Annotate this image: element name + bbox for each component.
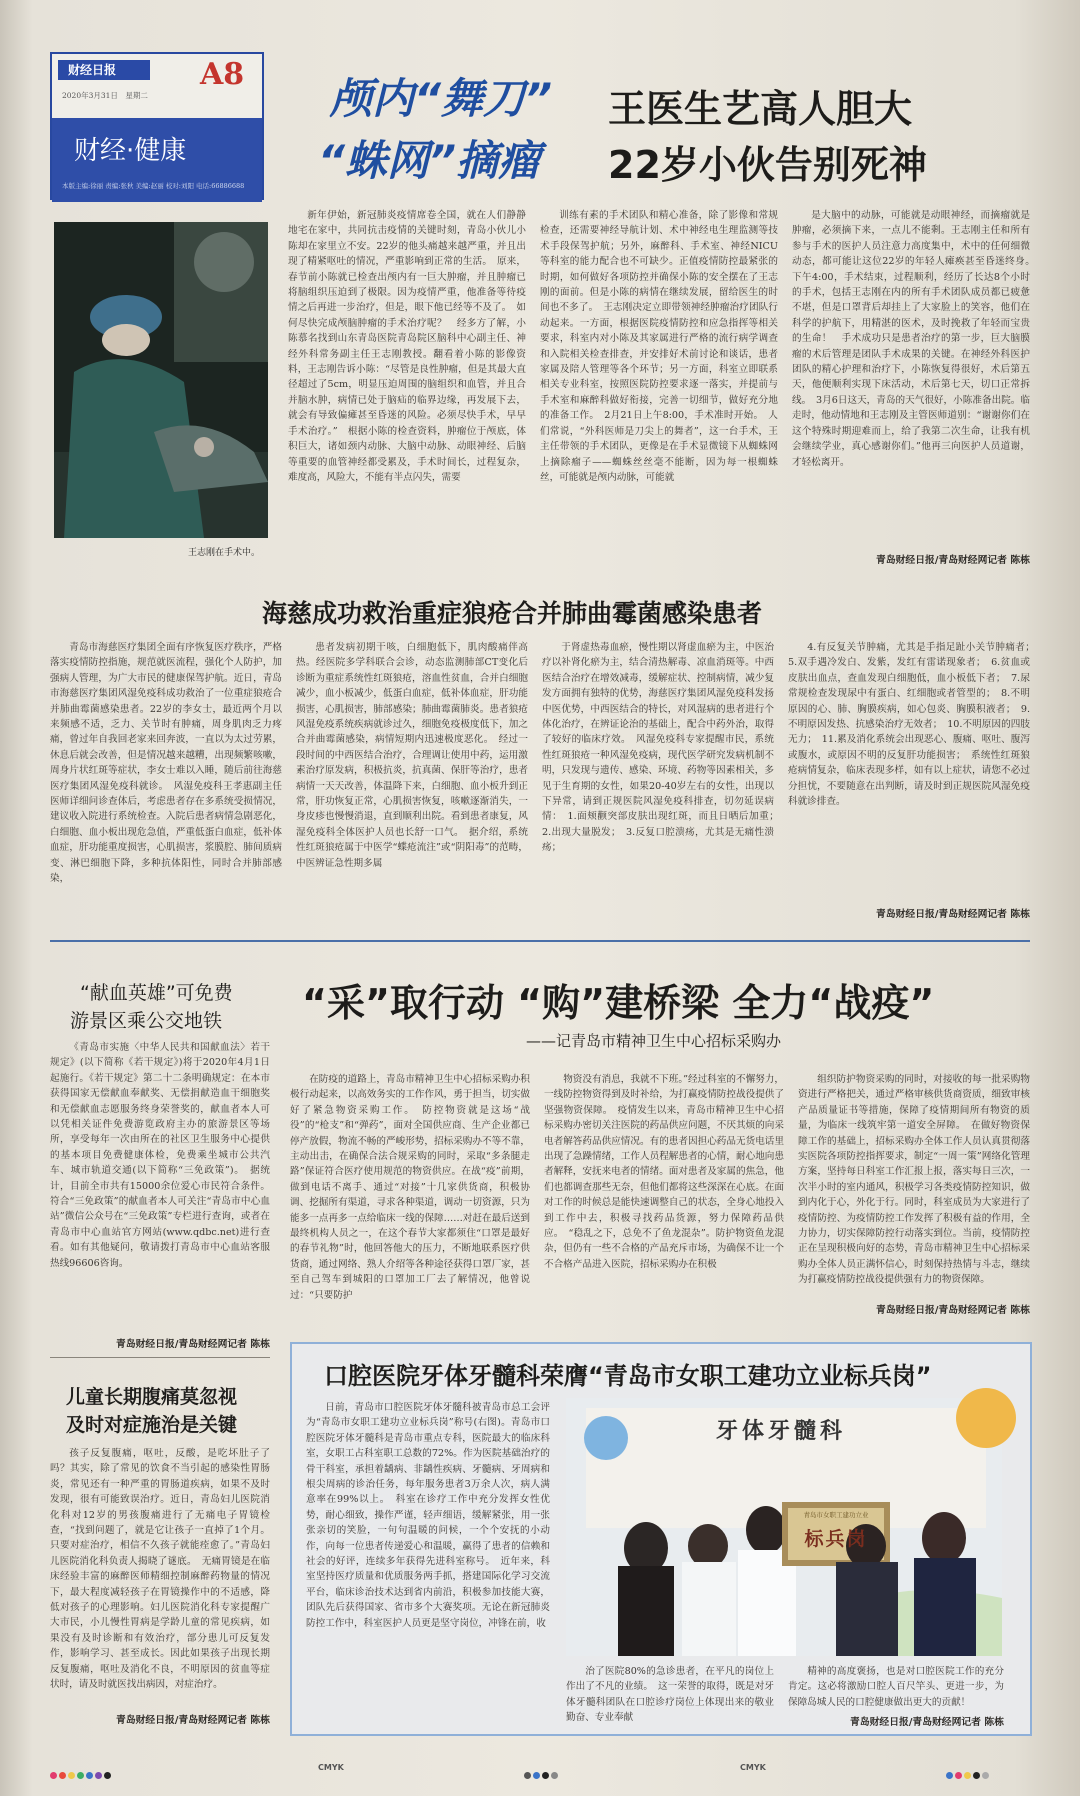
story3-byline: 青岛财经日报/青岛财经网记者 陈栋	[116, 1339, 270, 1350]
story3-body	[50, 1040, 270, 1330]
color-bar-center	[524, 1764, 560, 1783]
story6-column-3	[788, 1664, 1004, 1712]
story6-col1-text: 日前，青岛市口腔医院牙体牙髓科被青岛市总工会评为“青岛市女职工建功立业标兵岗”称号(右图)。青岛市口腔医院牙体牙髓科是青岛市重点专科，医院最大的临床科室，女职工占科室职工总数的72%。作为医院基础治疗的骨干科室，承担着龋病、非龋性疾病、牙髓病、牙周病和根尖周病的诊治任务，每年服务患者3万余人次，病人满意率在99%以上。 科室在诊疗工作中充分发挥女性优势，耐心细致，操作严谨，轻声细语，缓解紧张，用一张张亲切的笑脸，一句句温暖的问候，一个个安抚的小动作，向每一位患者传递爱心和温暖，赢得了患者的信赖和社会的好评，连续多年获得先进科室称号。 近年来，科室坚持医疗质量和优质服务两手抓，搭建国际化学习交流平台，临床诊治技术达到省内前沿，积极参加技能大赛，团队先后获得国家、省市多个大赛奖项。无论在新冠肺炎防控工作中，科室医护人员更是坚守岗位，冲锋在前，收	[306, 1402, 550, 1629]
color-bar-left	[50, 1764, 113, 1783]
paper-name: 财经日报	[58, 60, 150, 80]
story6-col3-text: 精神的高度褒扬，也是对口腔医院工作的充分肯定。这必将激励口腔人百尺竿头、更进一步，为保障岛城人民的口腔健康做出更大的贡献！	[788, 1666, 1004, 1708]
story2-col3-text: 于肾虚热毒血瘀，慢性期以肾虚血瘀为主，中医治疗以补肾化瘀为主，结合清热解毒、凉血消斑等。中西医结合治疗在增效减毒，缓解症状、控制病情，减少复发方面拥有独特的优势，海慈医疗集团风湿免疫科发扬中医优势，中西医结合的特长，对风湿病的患者进行个体化治疗，在辨证论治的基础上，配合中药外治，取得了较好的临床疗效。 风湿免疫科专家提醒市民，系统性红斑狼疮一种风湿免疫病，现代医学研究发病机制不明，只发现与遗传、感染、环境、药物等因素相关，多见于生育期的女性，如果20-40岁左右的女性，出现以下异常，请到正规医院风湿免疫科排查，切勿延误病情： 1.面颊颧突部皮肤出现红斑，而且日晒后加重； 2.出现大量脱发； 3.反复口腔溃疡，尤其是无痛性溃疡；	[542, 642, 784, 854]
story1-col1-text: 新年伊始，新冠肺炎疫情席卷全国，就在人们静静地宅在家中，共同抗击疫情的关键时刻，青岛小伙儿小陈却在家里立不安。22岁的他头痛越来越严重，并且出现了精紧呕吐的情况，严重影响到正常的生活。 原来，春节前小陈就已检查出颅内有一巨大肿瘤，并且肿瘤已将脑组织压迫到了极限。因为疫情严重，他准备等待疫情之后再进一步治疗，但是，眼下他已经等不及了。 如何尽快完成颅脑肿瘤的手术治疗呢？ 经多方了解，小陈慕名找到山东青岛医院青岛院区脑科中心副主任、神经外科常务副主任王志刚教授。翻看着小陈的影像资料，王志刚告诉小陈：“尽管是良性肿瘤，但是其最大直径超过了5cm，明显压迫周围的脑组织和血管，并且合并脑水肿，病情已处于脑疝的临界边缘，再发展下去，就会有导致偏瘫甚至昏迷的风险。必须尽快手术，早早手术治疗。” 根据小陈的检查资料，肿瘤位于颅底，体积巨大，诸如颈内动脉、大脑中动脉、动眼神经、后脑等重要的血管神经都受累及，手术时间长，过程复杂，难度高，风险大，不能有半点闪失，需要	[288, 210, 526, 483]
story3-headline-1: “献血英雄”可免费	[80, 982, 233, 1004]
story3-headline-2: 游景区乘公交地铁	[70, 1010, 223, 1032]
banner-text: 牙体牙髓科	[716, 1419, 847, 1444]
story5-headline: “采”取行动 “购”建桥梁 全力“战疫”	[302, 981, 935, 1025]
story1-column-2	[540, 208, 778, 570]
cmyk-mark-right: CMYK	[740, 1763, 766, 1772]
story5-col3-text: 组织防护物资采购的同时，对接收的每一批采购物资进行严格把关，通过严格审核供货商资质，细致审核产品质量证书等措施，保障了疫情期间所有物资的质量，为临床一线筑牢第一道安全屏障。 在做好物资保障工作的基础上，招标采购办全体工作人员认真贯彻落实医院各项防控指挥要求，制定“一周一策”网络化管理方案，坚持每日科室工作汇报上报，落实每日三次，一次半小时的室内通风，积极学习各类疫情防控知识，做到内化于心，外化于行。同时，科室成员为大家进行了疫情防控、为疫情防控工作发挥了积极有益的作用，全力协力，切实保障防控行动落实到位。当前，疫情防控正在呈现积极向好的态势，青岛市精神卫生中心招标采购办全体人员正满怀信心，时刻保持热情与斗志，继续为打赢疫情防控战役提供强有力的物资保障。	[798, 1074, 1030, 1286]
story4-text: 孩子反复腹痛，呕吐，反酸，是吃坏肚子了吗？其实，除了常见的饮食不当引起的感染性胃肠炎，常见还有一种严重的胃肠道疾病，如果不及时发现，很有可能致误治疗。近日，青岛妇儿医院消化科对12岁的男孩腹痛进行了无痛电子胃镜检查，“找到问题了，就是它让孩子一直掉了1个月。只要对症治疗，相信不久孩子就能痊愈了。”青岛妇儿医院消化科负责人揭晓了谜底。 无痛胃镜是在临床经验丰富的麻醉医师精细控制麻醉药物量的情况下，最大程度减轻孩子在胃镜操作中的不适感，降低对孩子的心理影响。妇儿医院消化科专家提醒广大市民，小儿慢性胃病是学龄儿童的常见疾病，如果没有及时诊断和有效治疗，部分患儿可反复发作，影响学习、甚至成长。因此如果孩子出现长期反复腹痛，呕吐及消化不良，不明原因的贫血等症状时，请及时就医找出病因，对症治疗。	[50, 1448, 270, 1691]
plaque-title: 标兵岗	[804, 1528, 868, 1550]
story1-headline-right-1: 王医生艺高人胆大	[608, 87, 913, 131]
story2-col1-text: 青岛市海慈医疗集团全面有序恢复医疗秩序，严格落实疫情防控指施，规范就医流程，强化个人防护，加强病人管理，为广大市民的健康保驾护航。近日，青岛市海慈医疗集团风湿免疫科成功救治了一位重症狼疮合并肺曲霉菌感染患者。22岁的李女士，最近两个月以来频感不适，乏力、关节时有肿痛，周身肌肉乏力疼痛，曾过年自我回老家来回奔波，一直以为太过劳累，休息后就会改善，但是情况越来越糟，出现频繁咳嗽，周身片状红斑等症状，李女士难以入睡，随后前往海慈医疗集团风湿免疫科就诊。 风湿免疫科王孝惠副主任医师详细问诊查体后，考虑患者存在多系统受损情况，建议收入院进行系统检查。入院后患者病情急剧恶化，白细胞、血小板出现危急值，严重低蛋白血症，低补体血症，肝功能重度损害，心肌损害，浆膜腔、肺间质病变、淋巴细胞下降，多种抗体阳性，同时合并肺部感染，	[50, 642, 282, 885]
story5-column-2	[544, 1072, 784, 1320]
sidebar-divider	[50, 1357, 270, 1358]
story2-column-2	[296, 640, 528, 928]
story2-column-3	[542, 640, 784, 928]
story1-headline-left-2: “蛛网”摘瘤	[318, 136, 541, 185]
plaque-org: 青岛市女职工建功立业	[803, 1511, 869, 1519]
photo-caption: 王志刚在手术中。	[188, 548, 261, 558]
story1-byline: 青岛财经日报/青岛财经网记者 陈栋	[876, 555, 1030, 566]
story1-column-1	[288, 208, 526, 570]
story6-column-1	[306, 1400, 550, 1726]
story6-col2-text: 治了医院80%的急诊患者，在平凡的岗位上作出了不凡的业绩。 这一荣誉的取得，既是对牙体牙髓科团队在口腔诊疗岗位上体现出来的敬业勤奋、专业奉献	[566, 1666, 774, 1724]
story3-text: 《青岛市实施〈中华人民共和国献血法〉若干规定》(以下简称《若干规定》)将于2020年4月1日起施行。《若干规定》第二十二条明确规定：在本市获得国家无偿献血奉献奖、无偿捐献造血干细胞奖和无偿献血志愿服务终身荣誉奖的，献血者本人可以凭相关证件免费游览政府主办的旅游景区等场所，享受每年一次由所在的社区卫生服务中心提供的基本项目免费健康体检，免费乘坐城市公共汽车、城市轨道交通(以下简称“三免政策”)。 据统计，目前全市共有15000余位爱心市民符合条件。符合“三免政策”的献血者本人可关注“青岛市中心血站”微信公众号在“三免政策”专栏进行查询，或者在青岛市中心血站官方网站(www.qdbc.net)进行查看。如有其他疑问，敬请拨打青岛市中心血站客服热线96606咨询。	[50, 1042, 270, 1269]
story1-col3-text: 是大脑中的动脉，可能就是动眼神经，而摘瘤就是肿瘤，必须摘下来，一点儿不能剩。王志刚主任和所有参与手术的医护人员注意力高度集中，术中的任何细微动态，都可能让这位22岁的年轻人瘫痪甚至昏迷终身。 下午4:00，手术结束，过程顺利，经历了长达8个小时的手术，包括王志刚在内的所有手术团队成员都已疲惫不堪，但是口罩背后却挂上了大家脸上的笑容，他们在科学的护航下，用精湛的医术，及时挽救了年轻而宝贵的生命！ 手术成功只是患者治疗的第一步，巨大脑膜瘤的术后管理是团队手术成果的关键。在神经外科医护团队的精心护理和治疗下，小陈恢复得很好，术后第五天，他便顺利实现下床活动，术后第七天，切口正常拆线。 3月6日这天，青岛的天气很好，小陈准备出院。临走时，他动情地和王志刚及主管医师道别：“谢谢你们在这个特殊时期迎难而上，给了我第二次生命，让我有机会继续学业，真心感谢你们。”他再三向医护人员道谢，才轻松离开。	[792, 210, 1040, 468]
story1-headline-left-1: 颅内“舞刀”	[330, 74, 553, 123]
date-line: 2020年3月31日 星期二	[62, 91, 148, 100]
story1-column-3	[792, 208, 1040, 546]
story2-column-1	[50, 640, 282, 928]
story1-col2-text: 训练有素的手术团队和精心准备，除了影像和常规检查，还需要神经导航计划、术中神经电生理监测等技术手段保驾护航；另外，麻醉科、手术室、神经NICU等科室的能力配合也不可缺少。正值疫情防控最紧张的时期，如何做好各项防控并确保小陈的安全摆在了王志刚的面前。但是小陈的病情在继续发展，留给医生的时间也不多了。 王志刚决定立即带领神经肿瘤治疗团队行动起来。一方面，根据医院疫情防控和应急指挥等相关要求，科室内对小陈及其家属进行严格的流行病学调查和入院相关检查排查，并安排好术前讨论和谈话，患者家属及陪人管理等各个环节；另一方面，科室立即联系相关专业科室，按照医院防控要求逐一落实，并提前与手术室和麻醉科做好衔接，完善一切细节，做好充分地的准备工作。 2月21日上午8:00，手术准时开始。 人们常说，“外科医师是刀尖上的舞者”，这一台手术，王主任带领的手术团队，更像是在手术显微镜下从蜘蛛网上摘除瘤子——蜘蛛丝丝毫不能断，因为每一根蜘蛛丝，可能就是颅内动脉，可能就	[540, 210, 778, 483]
section-band	[52, 118, 262, 202]
story4-headline-1: 儿童长期腹痛莫忽视	[66, 1386, 238, 1408]
cmyk-mark-left: CMYK	[318, 1763, 344, 1772]
color-bar-right	[946, 1764, 991, 1783]
story4-headline-2: 及时对症施治是关键	[66, 1414, 238, 1436]
story5-column-1	[290, 1072, 530, 1320]
story2-col2-text: 患者发病初期干咳，白细胞低下，肌肉酸痛伴高热。经医院多学科联合会诊，动态监测肺部CT变化后诊断为重症系统性红斑狼疮，溶血性贫血，合并白细胞减少，血小板减少，低蛋白血症，低补体血症，肝功能损害，心肌损害，肺部感染；肺曲霉菌肺炎。患者狼疮风湿免疫系统疾病就诊过久，细胞免疫极度低下，加之合并曲霉菌感染，病情短期内迅速极度恶化。 经过一段时间的中西医结合治疗，合理调让使用中药，运用激素治疗原发病，积极抗炎，抗真菌、保肝等治疗，患者病情一天天改善，体温降下来，白细胞、血小板升到正常，肝功恢复正常，心肌损害恢复，咳嗽逐渐消失，一身皮疹也慢慢消退，直到顺利出院。看到患者康复，风湿免疫科全体医护人员也长舒一口气。 据介绍，系统性红斑狼疮属于中医学“蝶疮流注”或“阴阳毒”的范畴，中医辨证急性期多属	[296, 642, 528, 869]
story2-headline: 海慈成功救治重症狼疮合并肺曲霉菌感染患者	[262, 599, 763, 628]
story5-col1-text: 在防疫的道路上，青岛市精神卫生中心招标采购办积极行动起来，以高效务实的工作作风，勇于担当，切实做好了紧急物资采购工作。 防控物资就是这场“战役”的“枪支”和“弹药”，面对全国供应商、生产企业都已停产放假，物流不畅的严峻形势，招标采购办不等不靠，主动出击，在确保合法合规采购的同时，采取“多条腿走路”保证符合医疗使用规范的物资供应。在战“疫”前期，做到电话不离手、通过“对接”十几家供货商，积极协调、挖掘所有渠道，寻求各种渠道，调动一切资源，只为能多一点再多一点给临床一线的保障……对赶在最后送到最终机构人员之一，在这个春节大家都须住“口罩是最好的春节礼物”时，他回答他大的压力，不断地联系医疗供货商，通过网络、熟人介绍等各种途径获得口罩厂家，甚至自己驾车到城阳的口罩加工厂去了解情况，他曾说过：“只要防护	[290, 1074, 530, 1301]
story4-byline: 青岛财经日报/青岛财经网记者 陈栋	[116, 1715, 270, 1726]
story6-column-2	[566, 1664, 774, 1730]
page-number: A8	[200, 57, 245, 92]
editor-line: 本版主编:徐丽 责编:张秋 美编:赵丽 校对:刘阳 电话:66886688	[62, 182, 245, 190]
story1-headline-right-2: 22岁小伙告别死神	[608, 143, 927, 187]
story6-headline: 口腔医院牙体牙髓科荣膺“青岛市女职工建功立业标兵岗”	[324, 1362, 932, 1390]
story2-byline: 青岛财经日报/青岛财经网记者 陈栋	[876, 909, 1030, 920]
story2-col4-text: 4.有反复关节肿痛，尤其是手指足趾小关节肿痛者； 5.双手遇冷发白、发紫，发红有雷诺现象者； 6.贫血或皮肤出血点，查血发现白细胞低，血小板低下者； 7.尿常规检查发现尿中有蛋白、红细胞或者管型的； 8.不明原因的心、肺、胸膜疾病，如心包炎、胸膜积液者； 9.不明原因发热、抗感染治疗无效者； 10.不明原因的四肢无力； 11.累及消化系统会出现恶心、腹痛、呕吐、腹泻或腹水，或原因不明的反复肝功能损害； 系统性红斑狼疮病情复杂，临床表现多样，如有以上症状，请您不必过分担忧，不要随意在出判断，请及时到正规医院风湿免疫科就诊排查。	[788, 642, 1040, 808]
masthead	[50, 52, 264, 200]
story5-byline: 青岛财经日报/青岛财经网记者 陈栋	[876, 1305, 1030, 1316]
section-title: 财经·健康	[74, 136, 187, 166]
story5-col2-text: 物资没有消息，我就不下班。”经过科室的不懈努力，一线防控物资得到及时补给，为打赢疫情防控战役提供了坚强物资保障。 疫情发生以来，青岛市精神卫生中心招标采购办密切关注医院的药品供应问题，不厌其烦的向采电者解答药品供应情况。有的患者因担心药品无货电话里出现了急躁情绪，工作人员程解患者的心情，耐心地向患者解释，安抚来电者的情绪。面对患者及家属的焦急，他们也都调查那些无奈，但他们都将这些深深在心底。在面对工作的时候总是能快速调整自己的状态，全身心地投入到工作中去，积极寻找药品货源，努力保障药品供应。 “稳乱之下，总免不了鱼龙混杂”。防护物资鱼龙混杂，但仍有一些不合格的产品充斥市场，为确保不让一个不合格产品进入医院，招标采购办在积极	[544, 1074, 784, 1270]
story5-subheadline: ——记青岛市精神卫生中心招标采购办	[526, 1032, 782, 1050]
story2-column-4	[788, 640, 1040, 902]
section-rule	[50, 940, 1030, 942]
surgery-photo	[54, 222, 268, 538]
story4-body	[50, 1446, 270, 1706]
story5-column-3	[798, 1072, 1030, 1298]
award-photo	[566, 1398, 1002, 1656]
story6-byline: 青岛财经日报/青岛财经网记者 陈栋	[850, 1717, 1004, 1728]
surgery-photo-image	[54, 222, 268, 538]
masthead-top	[52, 54, 262, 118]
